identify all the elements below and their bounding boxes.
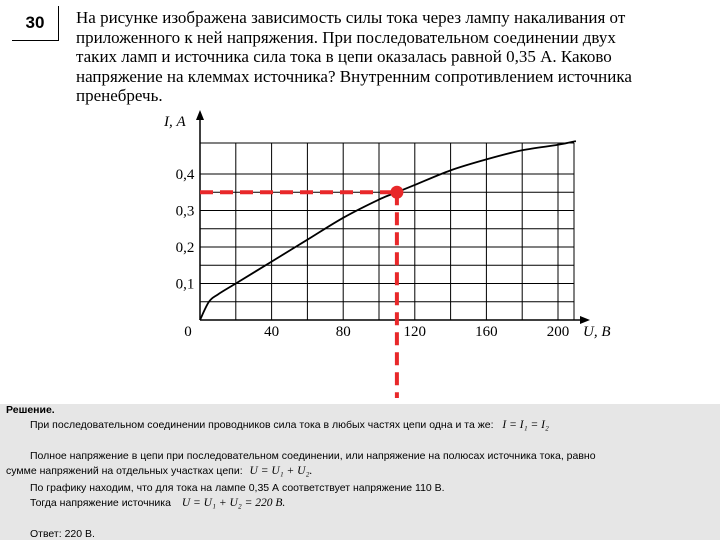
solution-title: Решение. [6, 404, 55, 416]
solution-text: сумме напряжений на отдельных участках цепи: [6, 465, 243, 477]
formula: U = U₁ + U₂ = 220 В. [181, 497, 286, 509]
problem-line: приложенного к ней напряжения. При последовательном соединении двух [76, 27, 616, 47]
data-series-line [200, 141, 576, 320]
y-tick-label: 0,4 [175, 167, 195, 183]
y-tick-label: 0,3 [175, 203, 195, 220]
solution-line-4: По графику находим, что для тока на лампе 0,35 А соответствует напряжение 110 В. [30, 482, 445, 494]
chart-highlight [200, 186, 403, 398]
solution-line-3 [6, 465, 312, 478]
solution-answer: Ответ: 220 В. [30, 528, 95, 540]
x-tick-label: 120 [403, 324, 427, 340]
solution-text: При последовательном соединении проводников сила тока в любых частях цепи одна и та же: [30, 419, 494, 431]
y-tick-label: 0,2 [175, 240, 195, 256]
x-tick-label: 160 [475, 324, 498, 340]
problem-number: 30 [12, 6, 59, 41]
solution-line-5 [30, 497, 285, 510]
y-axis-arrow [196, 110, 204, 120]
solution-panel [0, 404, 720, 540]
formula: U = U₁ + U₂. [249, 465, 313, 477]
problem-line: На рисунке изображена зависимость силы тока через лампу накаливания от [76, 8, 626, 27]
y-tick-label: 0,1 [175, 276, 195, 293]
x-tick-label: 40 [264, 324, 280, 340]
x-axis-arrow [580, 316, 590, 324]
solution-line-1 [30, 419, 549, 432]
problem-line: напряжение на клеммах источника? Внутренним сопротивлением источника [76, 66, 632, 86]
chart-grid [200, 143, 574, 320]
chart-axes [163, 110, 611, 340]
x-axis-label: U, В [583, 324, 611, 340]
data-point-marker [390, 186, 403, 199]
chart-curve-layer [200, 141, 576, 320]
x-tick-label: 200 [546, 324, 570, 340]
solution-line-2: Полное напряжение в цепи при последовательном соединении, или напряжение на полюсах источника тока, равно [30, 450, 596, 462]
x-tick-label: 80 [335, 324, 351, 340]
formula: I = I₁ = I₂ [502, 419, 549, 431]
solution-text: Тогда напряжение источника [30, 497, 171, 509]
problem-line: таких ламп и источника сила тока в цепи оказалась равной 0,35 А. Каково [76, 47, 612, 66]
x-tick-label: 0 [184, 324, 192, 340]
problem-line: пренебречь. [76, 86, 163, 105]
y-axis-label: I, А [164, 114, 186, 130]
